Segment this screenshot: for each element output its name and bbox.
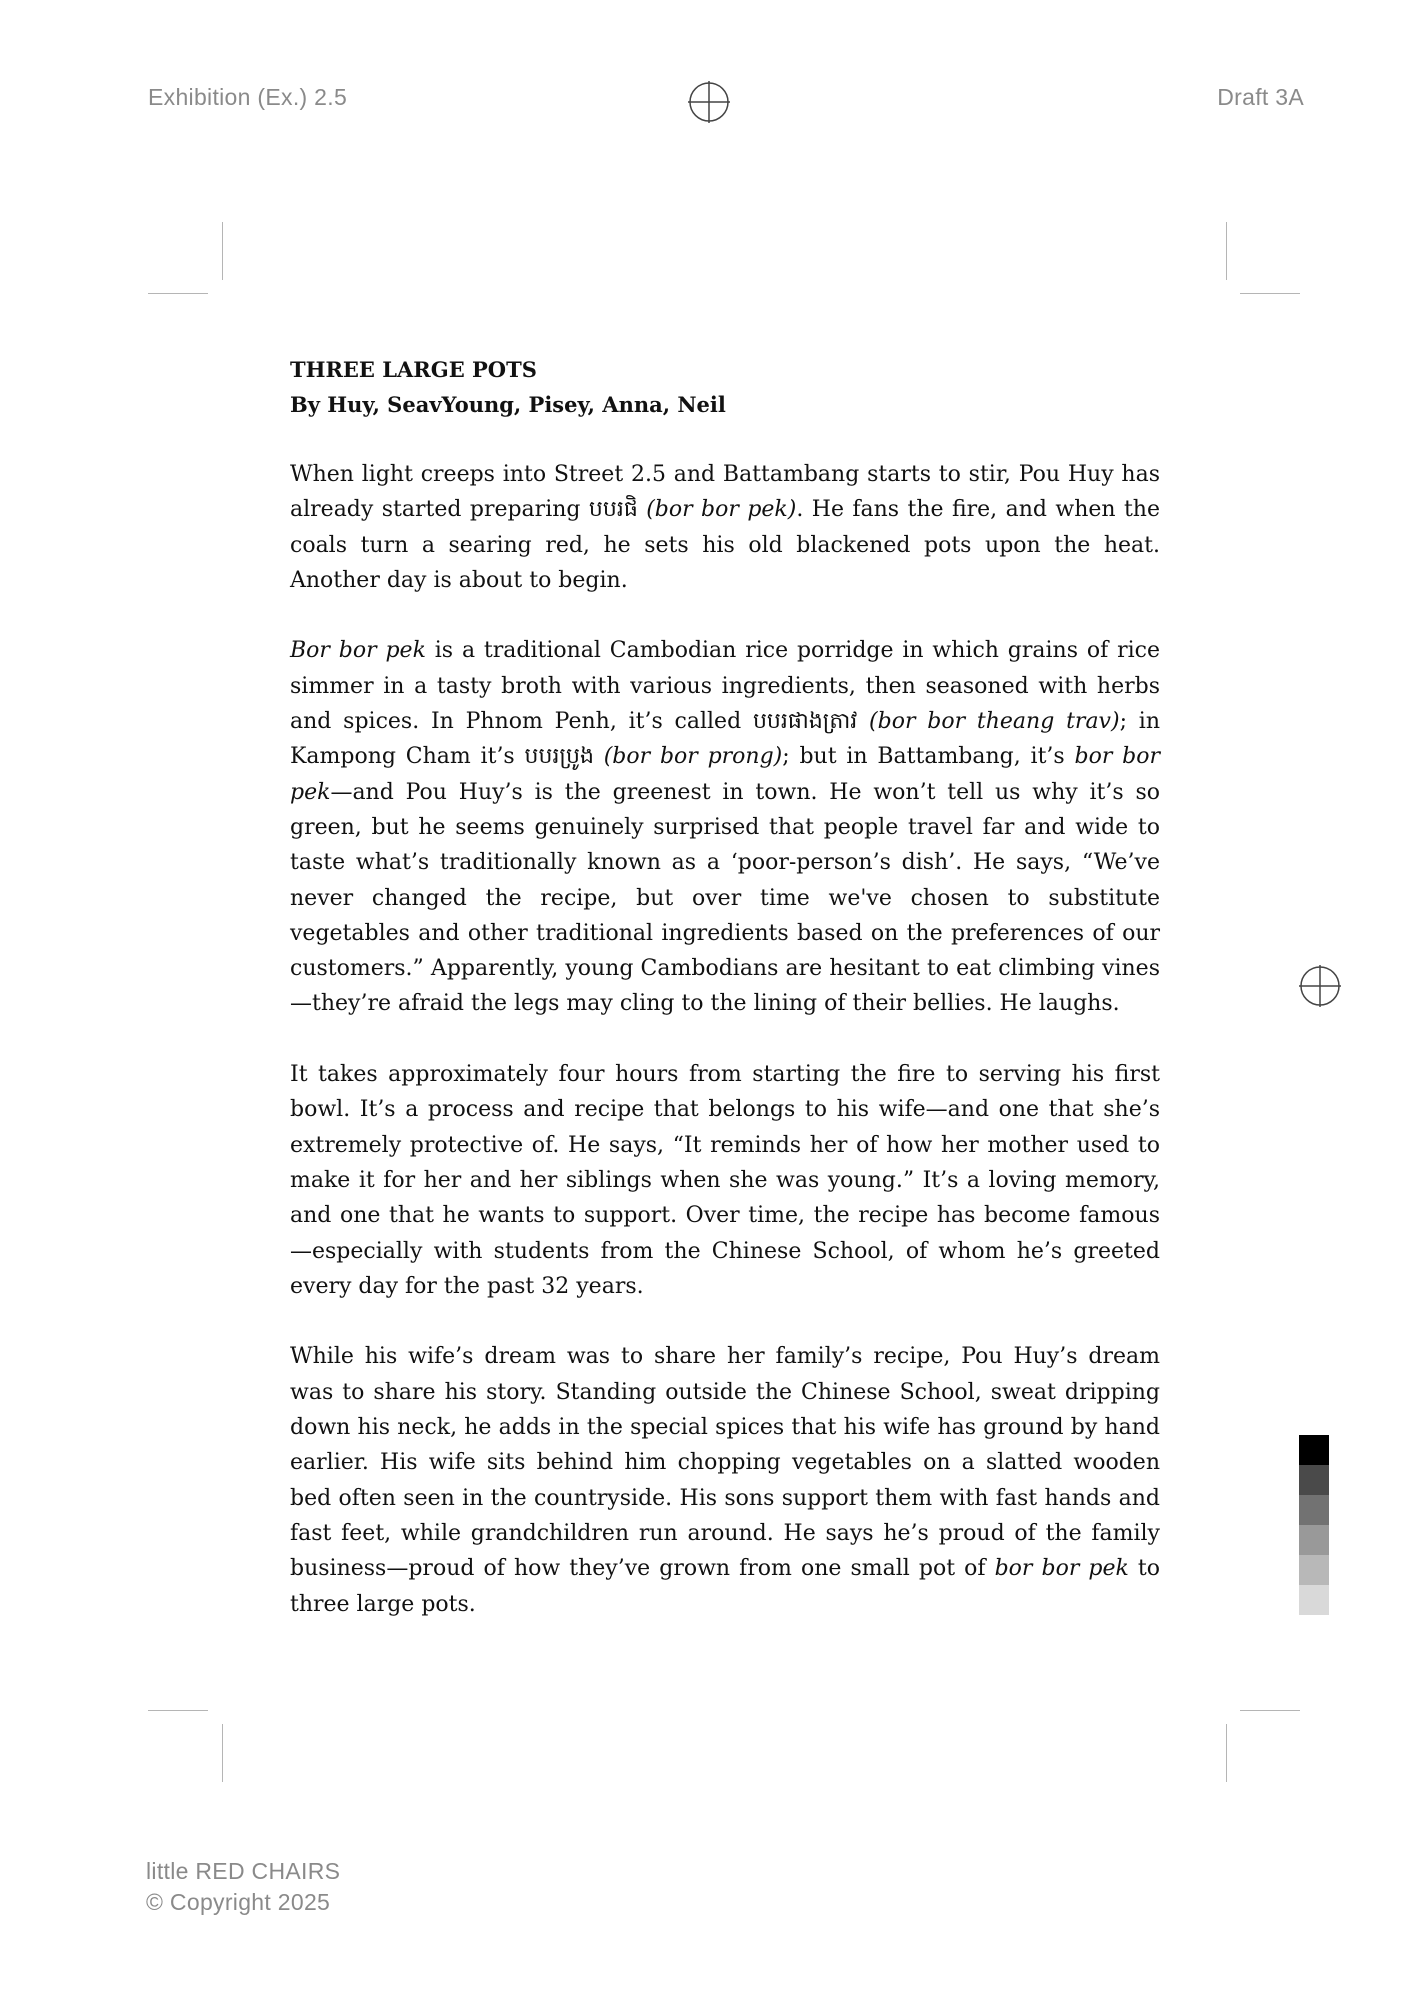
- crop-mark-top-right-horizontal: [1240, 293, 1300, 294]
- footer: [146, 1856, 340, 1918]
- swatch-light-gray: [1299, 1555, 1329, 1585]
- article: [290, 352, 1160, 1657]
- khmer-text: បបរផិ: [588, 497, 638, 523]
- crop-mark-bottom-left-horizontal: [148, 1710, 208, 1711]
- paragraph-3: It takes approximately four hours from starting the fire to serving his first bowl. It’s a process and recipe that belongs to his wife—and one that she’s extremely protective of. He says, “It reminds her of how her mother used to make it for her and her siblings when she was young.” It’s a loving memory, and one that he wants to support. Over time, the recipe has become famous—especially with students from the Chinese School, of whom he’s greeted every day for the past 32 years.: [290, 1062, 1160, 1299]
- swatch-black: [1299, 1435, 1329, 1465]
- crop-mark-bottom-right-horizontal: [1240, 1710, 1300, 1711]
- paragraph-2: Bor bor pek is a traditional Cambodian rice porridge in which grains of rice simmer in a tasty broth with various ingredients, then seasoned with herbs and spices. In Phnom Penh, it’s called បបរផាងត្រាវ (bor bor theang trav); in Kampong Cham it’s បបរប្រូង (bor bor prong); but in Battambang, it’s bor bor pek—and Pou Huy’s is the greenest in town. He won’t tell us why it’s so green, but he seems genuinely surprised that people travel far and wide to taste what’s traditionally known as a ‘poor-person’s dish’. He says, “We’ve never changed the recipe, but over time we've chosen to substitute vegetables and other traditional ingredients based on the preferences of our customers.” Apparently, young Cambodians are hesitant to eat climbing vines—they’re afraid the legs may cling to the lining of their bellies. He laughs.: [290, 638, 1160, 1017]
- grayscale-swatch-strip: [1299, 1435, 1329, 1615]
- khmer-text: បបរផាងត្រាវ: [752, 709, 858, 735]
- registration-mark-right-icon: [1299, 965, 1341, 1007]
- article-title: THREE LARGE POTS: [290, 357, 537, 382]
- header-exhibition-label: Exhibition (Ex.) 2.5: [148, 84, 348, 110]
- crop-mark-top-left-vertical: [222, 222, 223, 280]
- swatch-mid-gray: [1299, 1495, 1329, 1525]
- article-byline: By Huy, SeavYoung, Pisey, Anna, Neil: [290, 392, 726, 417]
- swatch-gray: [1299, 1525, 1329, 1555]
- paragraph-1: When light creeps into Street 2.5 and Battambang starts to stir, Pou Huy has already started preparing បបរផិ (bor bor pek). He fans the fire, and when the coals turn a searing red, he sets his old blackened pots upon the heat. Another day is about to begin.: [290, 462, 1160, 593]
- footer-brand: little RED CHAIRS: [146, 1858, 341, 1884]
- crop-mark-top-right-vertical: [1226, 222, 1227, 280]
- paragraph-4: While his wife’s dream was to share her family’s recipe, Pou Huy’s dream was to share his story. Standing outside the Chinese School, sweat dripping down his neck, he adds in the special spices that his wife has ground by hand earlier. His wife sits behind him chopping vegetables on a slatted wooden bed often seen in the countryside. His sons support them with fast hands and fast feet, while grandchildren run around. He says he’s proud of the family business—proud of how they’ve grown from one small pot of bor bor pek to three large pots.: [290, 1344, 1160, 1617]
- header-draft-label: Draft 3A: [1217, 84, 1304, 110]
- swatch-lightest-gray: [1299, 1585, 1329, 1615]
- swatch-dark-gray: [1299, 1465, 1329, 1495]
- khmer-text: បបរប្រូង: [524, 744, 594, 770]
- registration-mark-top-icon: [688, 81, 730, 123]
- footer-copyright: © Copyright 2025: [146, 1889, 331, 1915]
- crop-mark-bottom-left-vertical: [222, 1724, 223, 1782]
- crop-mark-top-left-horizontal: [148, 293, 208, 294]
- crop-mark-bottom-right-vertical: [1226, 1724, 1227, 1782]
